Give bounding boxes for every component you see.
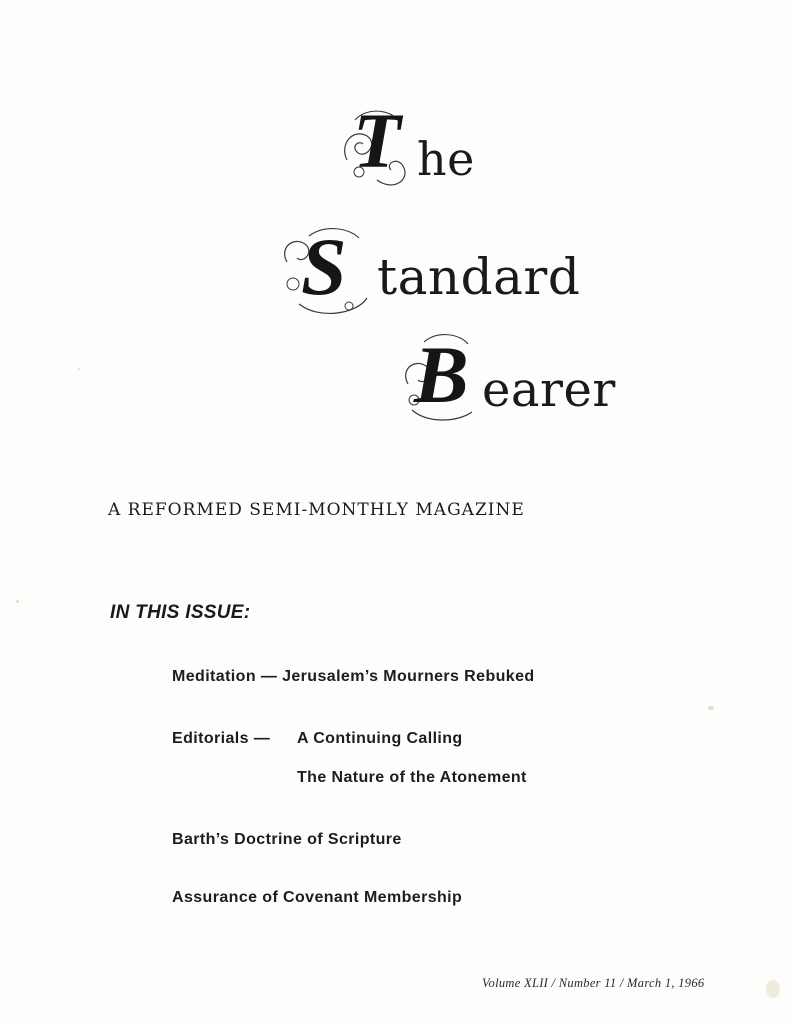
- masthead-word-bearer: earer: [482, 362, 616, 418]
- masthead-initial-glyph: B: [414, 329, 469, 420]
- masthead-initial-t: [345, 96, 417, 192]
- masthead-line-bearer: [402, 328, 616, 441]
- paper-speck: [766, 980, 780, 998]
- masthead-line-the: [345, 96, 475, 205]
- toc-item-barth: Barth’s Doctrine of Scripture: [172, 831, 402, 848]
- masthead-line-standard: [285, 220, 581, 333]
- masthead-initial-glyph: S: [301, 221, 347, 312]
- paper-speck: [16, 600, 19, 603]
- toc-item-editorial: The Nature of the Atonement: [297, 769, 527, 786]
- masthead-initial-s: [285, 220, 377, 320]
- issue-info: Volume XLII / Number 11 / March 1, 1966: [482, 976, 705, 990]
- contents-heading: IN THIS ISSUE:: [110, 602, 251, 623]
- masthead-initial-glyph: T: [353, 97, 401, 184]
- paper-speck: [78, 368, 80, 370]
- toc-item-meditation: Meditation — Jerusalem’s Mourners Rebuked: [172, 668, 535, 685]
- masthead-word-the: he: [417, 132, 475, 186]
- toc-item-editorial: A Continuing Calling: [297, 730, 463, 747]
- toc-item-assurance: Assurance of Covenant Membership: [172, 889, 463, 906]
- magazine-subtitle: A REFORMED SEMI-MONTHLY MAGAZINE: [108, 500, 525, 520]
- masthead-initial-b: [402, 328, 486, 428]
- masthead-word-standard: tandard: [377, 248, 581, 306]
- toc-editorials-label: Editorials —: [172, 730, 271, 747]
- paper-speck: [708, 706, 714, 710]
